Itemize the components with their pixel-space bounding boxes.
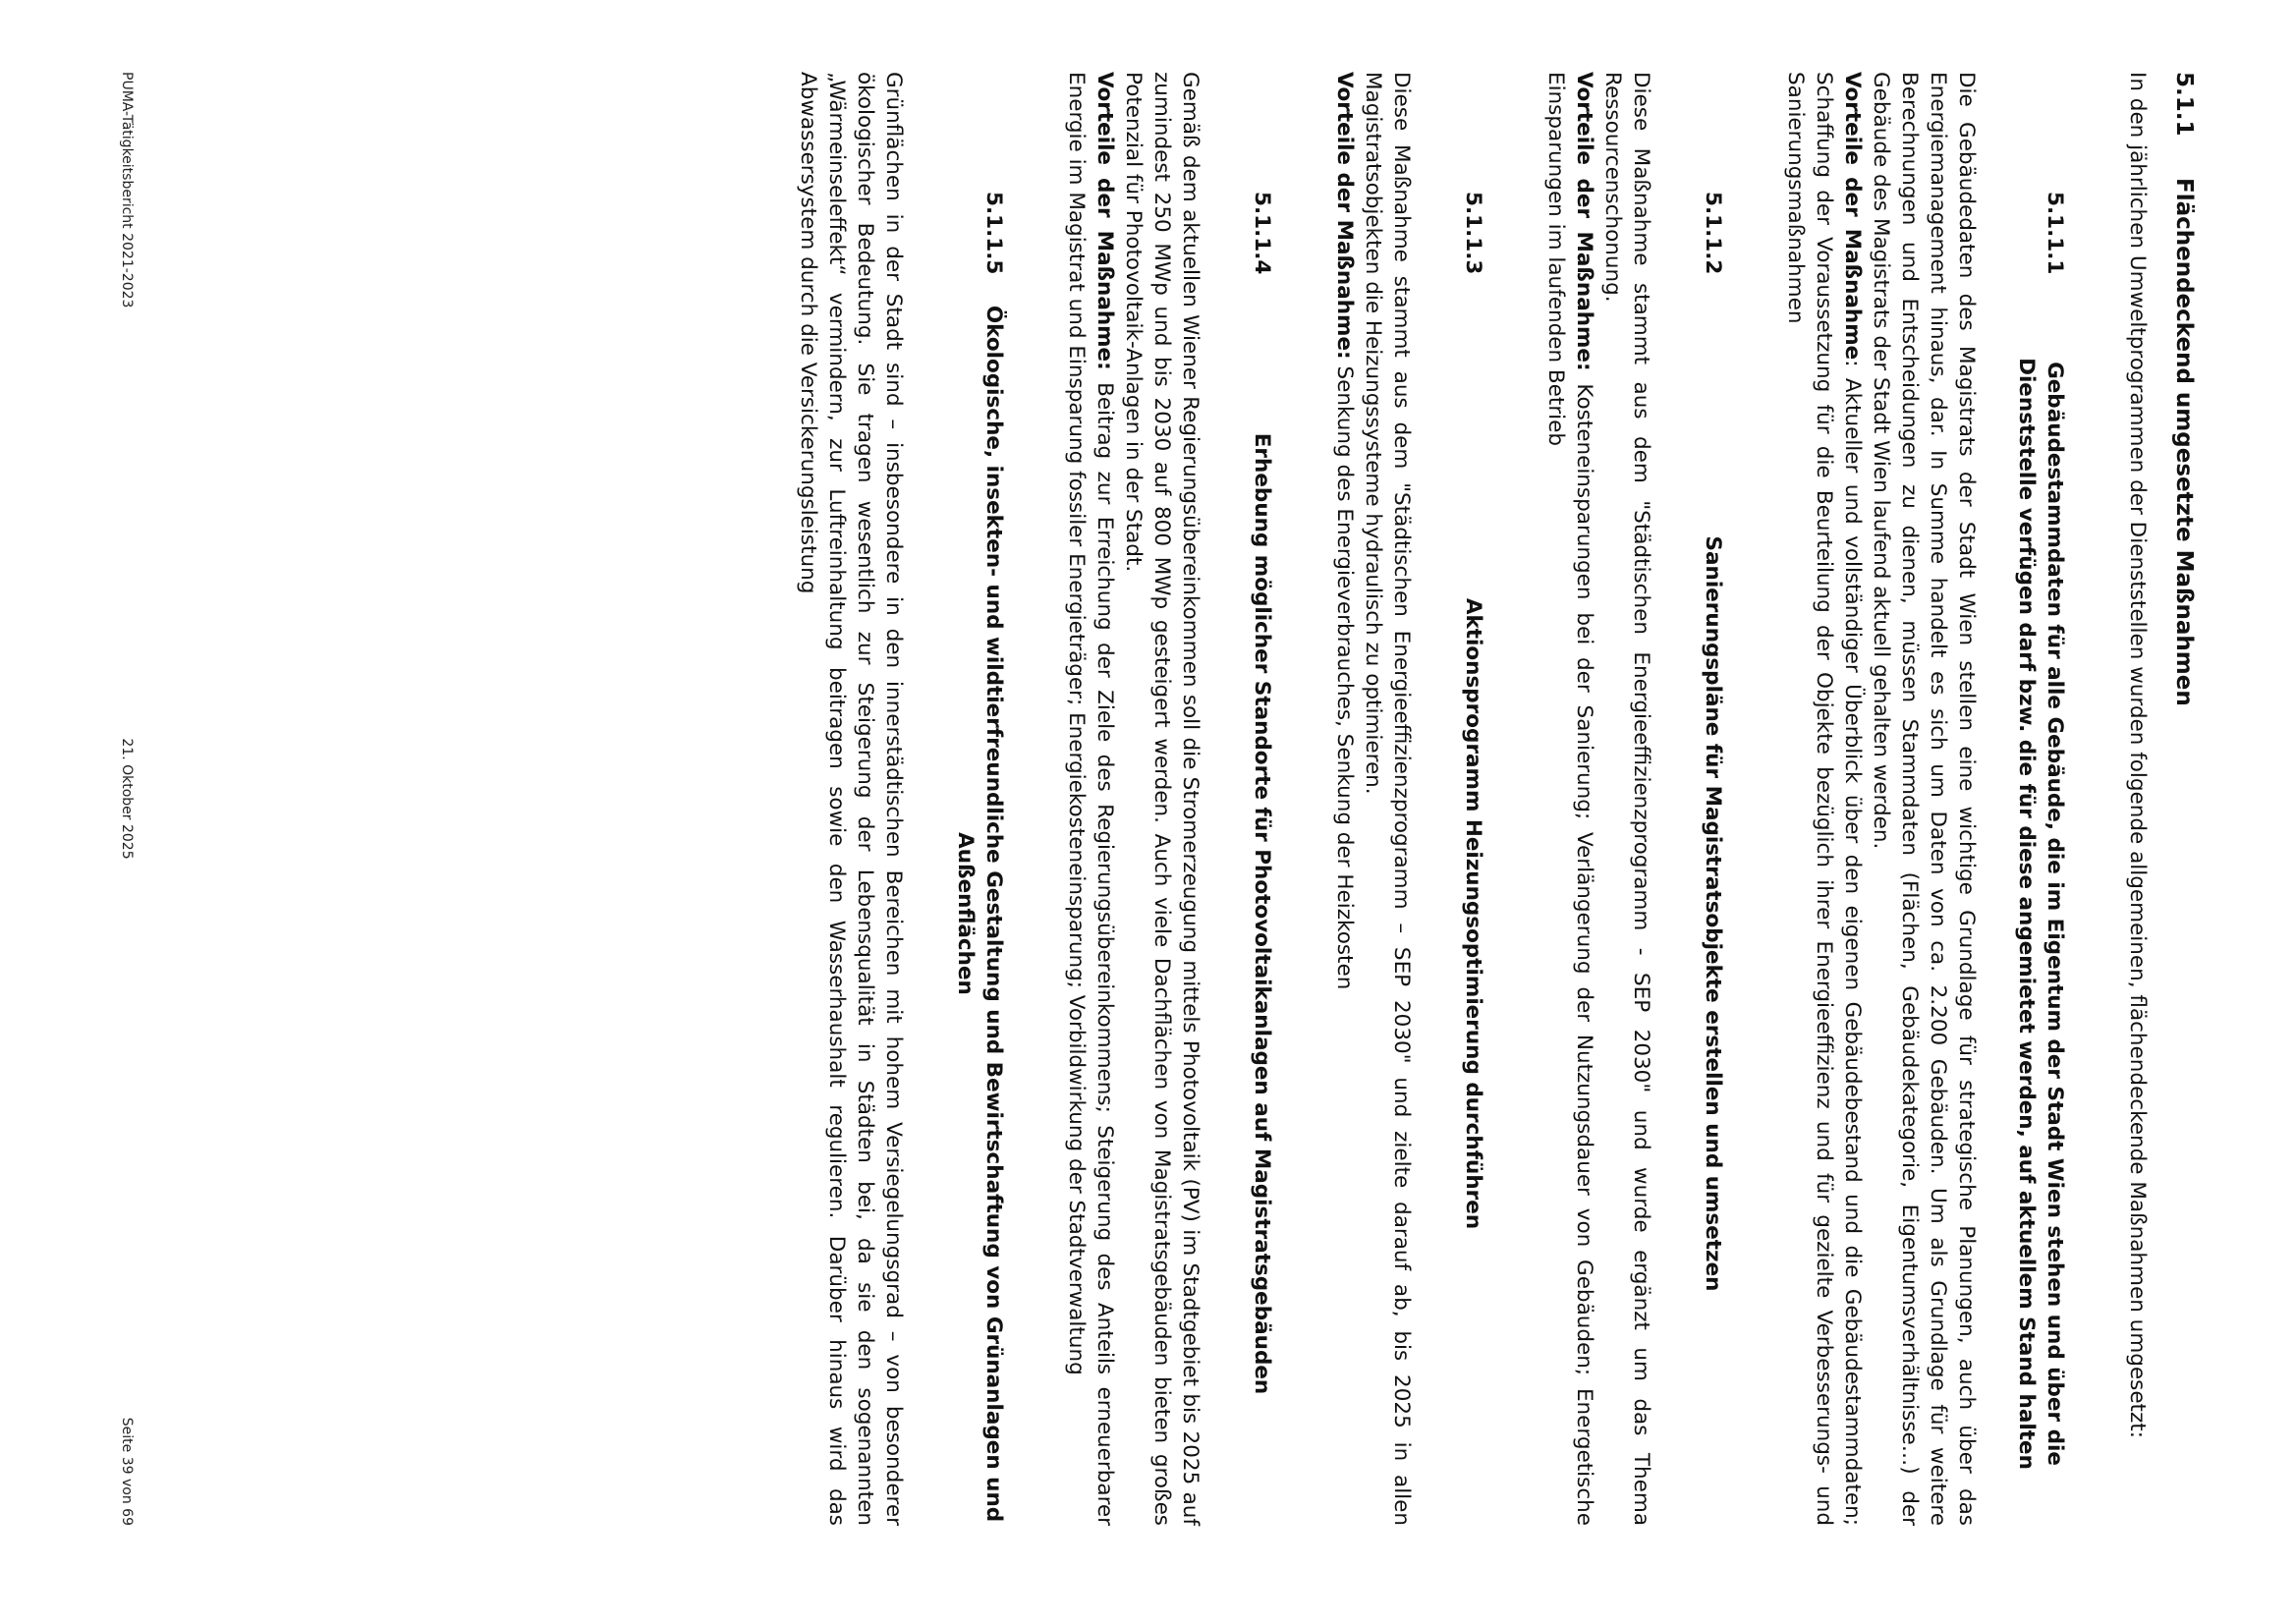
subsection-title: Aktionsprogramm Heizungsoptimierung durchführen (1461, 597, 1485, 1230)
subsection-number: 5.1.1.2 (1701, 192, 1725, 275)
subsection-number: 5.1.1.5 (981, 192, 1006, 275)
subsection-title: Sanierungspläne für Magistratsobjekte erstellen und umsetzen (1701, 535, 1725, 1292)
subsection-benefits (1330, 72, 1359, 1526)
footer-report-title: PUMA-Tätigkeitsbericht 2021-2023 (119, 72, 135, 308)
section-intro: In den jährlichen Umweltprogrammen der Dienststellen wurden folgende allgemeinen, flächendeckende Maßnahmen umgesetzt: (2125, 72, 2150, 1438)
benefit-label: Vorteile der Maßnahme: (1572, 72, 1596, 371)
subsection-heading-5-1-1-3 (1459, 72, 1487, 1526)
subsection-body: Gemäß dem aktuellen Wiener Regierungsübereinkommen soll die Stromerzeugung mittels Photovoltaik (PV) im Stadtgebiet bis 2025 auf zumindest 250 MWp und bis 2030 auf 800 MWp gesteigert werden. Auch viele Dachflächen von Magistratsgebäuden bieten großes Potenzial für Photovoltaik-Anlagen in der Stadt. (1121, 72, 1203, 1526)
subsection-body: Diese Maßnahme stammt aus dem "Städtischen Energieeffizienzprogramm - SEP 2030" und wurde ergänzt um das Thema Ressourcenschonung. (1600, 72, 1653, 1526)
subsection-heading-5-1-1-5 (951, 72, 1008, 1526)
subsection-body: Grünflächen in der Stadt sind – insbesondere in den innerstädtischen Bereichen mit hohem Versiegelungsgrad – von besonderer ökologischer Bedeutung. Sie tragen wesentlich zur Steigerung der Lebensqualität in Städten bei, da sie den sogenannten „Wärmeinseleffekt“ vermindern, zur Luftreinhaltung beitragen sowie den Wasserhaushalt regulieren. Darüber hinaus wird das Abwassersystem durch die Versickerungsleistung (796, 72, 906, 1526)
subsection-benefits (1781, 72, 1867, 1526)
subsection-number: 5.1.1.4 (1250, 192, 1274, 275)
benefit-text: Senkung des Energieverbrauches, Senkung der Heizkosten (1332, 359, 1357, 990)
footer-page-number: Seite 39 von 69 (119, 1417, 135, 1526)
benefit-text: Kosteneinsparungen bei der Sanierung; Verlängerung der Nutzungsdauer von Gebäuden; Energetische Einsparungen im laufenden Betrieb (1543, 72, 1596, 1526)
page-content (794, 72, 2199, 1526)
subsection-number: 5.1.1.3 (1461, 192, 1485, 275)
subsection-number: 5.1.1.1 (2043, 192, 2067, 275)
subsection-heading-5-1-1-1 (2012, 72, 2069, 1526)
footer-date: 21. Oktober 2025 (119, 738, 135, 860)
section-number: 5.1.1 (2171, 72, 2197, 137)
subsection-title: Gebäudestammdaten für alle Gebäude, die im Eigentum der Stadt Wien stehen und über die Dienststelle verfügen darf bzw. die für diese angemietet werden, auf aktuellem Stand halten (2014, 358, 2067, 1470)
benefit-text: Beitrag zur Erreichung der Ziele des Regierungsübereinkommens; Steigerung des Anteils erneuerbarer Energie im Magistrat und Einsparung fossiler Energieträger; Energiekosteneinsparung; Vorbildwirkung der Stadtverwaltung (1064, 72, 1117, 1526)
subsection-benefits (1541, 72, 1598, 1526)
subsection-heading-5-1-1-4 (1248, 72, 1276, 1526)
benefit-label: Vorteile der Maßnahme: (1332, 72, 1357, 360)
benefit-text: : Aktueller und vollständiger Überblick über den eigenen Gebäudebestand und die Gebäudestammdaten; Schaffung der Voraussetzung für die Beurteilung der Objekte bezüglich ihrer Energieeffizienz und für gezielte Verbesserungs- und Sanierungsmaßnahmen (1783, 72, 1865, 1526)
benefit-label: Vorteile der Maßnahme: (1092, 72, 1117, 370)
subsection-body: Die Gebäudedaten des Magistrats der Stadt Wien stellen eine wichtige Grundlage für strategische Planungen, auch über das Energiemanagement hinaus, dar. In Summe handelt es sich um Daten von ca. 2.200 Gebäuden. Um als Grundlage für weitere Berechnungen und Entscheidungen zu dienen, müssen Stammdaten (Flächen, Gebäudekategorie, Eigentumsverhältnisse…) der Gebäude des Magistrats der Stadt Wien laufend aktuell gehalten werden. (1869, 72, 1979, 1526)
subsection-benefits (1062, 72, 1119, 1526)
section-title: Flächendeckend umgesetzte Maßnahmen (2171, 178, 2197, 706)
benefit-label: Vorteile der Maßnahme (1840, 72, 1865, 361)
subsection-title: Erhebung möglicher Standorte für Photovoltaikanlagen auf Magistratsgebäuden (1250, 432, 1274, 1395)
subsection-body: Diese Maßnahme stammt aus dem "Städtischen Energieeffizienzprogramm – SEP 2030" und zielte darauf ab, bis 2025 in allen Magistratsobjekten die Heizungssysteme hydraulisch zu optimieren. (1361, 72, 1414, 1526)
section-heading-5-1-1 (2168, 72, 2199, 1526)
subsection-heading-5-1-1-2 (1699, 72, 1727, 1526)
subsection-title: Ökologische, insekten- und wildtierfreundliche Gestaltung und Bewirtschaftung von Grünanlagen und Außenflächen (953, 305, 1006, 1523)
